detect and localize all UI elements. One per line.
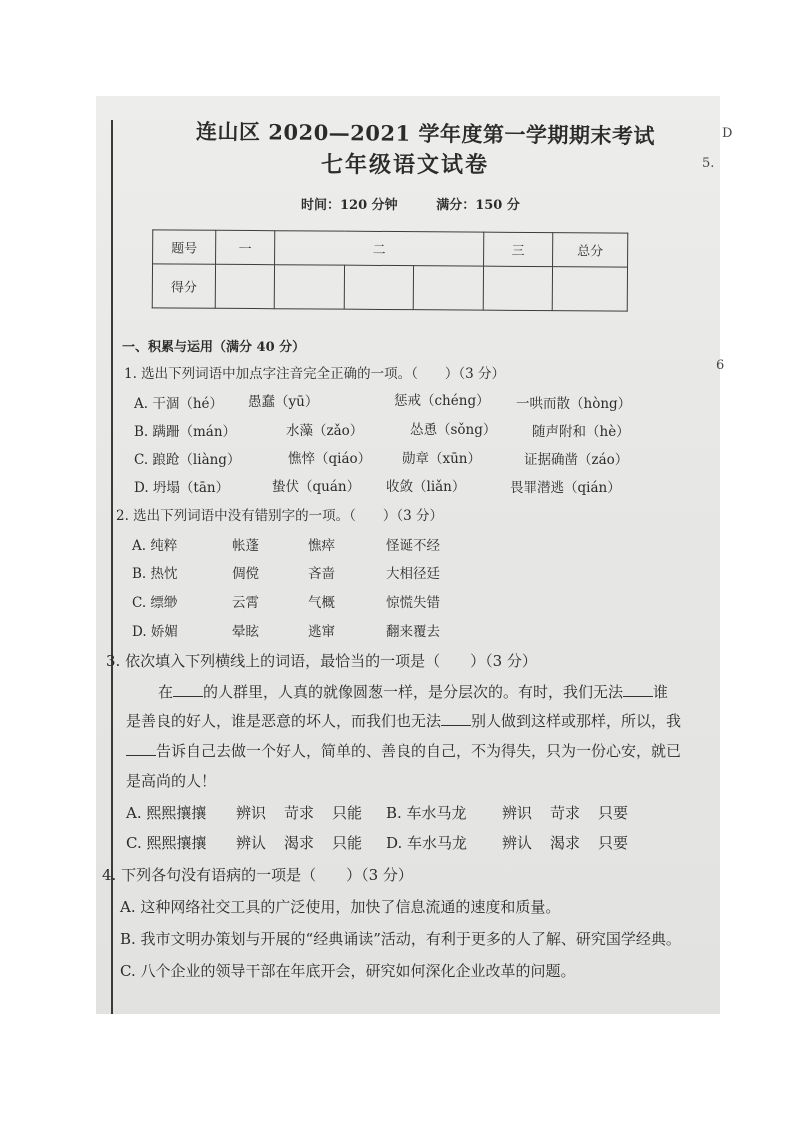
q3-option-b-2: 辨识 — [502, 804, 533, 822]
q3-option-a-3: 苛求 — [284, 804, 315, 822]
q2-option-d-3: 逃窜 — [308, 624, 335, 640]
question-4-stem: 4. 下列各句没有语病的一项是（ ）（3 分） — [102, 866, 413, 884]
q2-option-b-4: 大相径廷 — [386, 566, 440, 582]
q3-option-c-4: 只能 — [332, 834, 363, 852]
q1-option-a-3: 惩戒（chéng） — [394, 393, 490, 409]
score-cell — [483, 266, 552, 310]
score-cell — [414, 266, 484, 310]
q4-option-b: B. 我市文明办策划与开展的“经典诵读”活动，有利于更多的人了解、研究国学经典。 — [120, 930, 681, 948]
blank-4 — [126, 743, 156, 756]
q3-option-d-2: 辨认 — [502, 834, 533, 852]
score-table-header: 三 — [484, 232, 553, 266]
q1-option-c-3: 勋章（xūn） — [402, 451, 482, 467]
section-heading: 一、积累与运用（满分 40 分） — [122, 340, 306, 355]
q3-option-b-4: 只要 — [598, 804, 629, 822]
q2-option-c-3: 气概 — [308, 595, 335, 611]
score-table-header: 题号 — [153, 230, 216, 264]
q1-option-b-1: B. 蹒跚（mán） — [134, 424, 237, 440]
q2-option-a-1: A. 纯粹 — [132, 538, 178, 554]
q2-option-c-4: 惊慌失错 — [386, 595, 440, 611]
q1-option-a-2: 愚蠢（yū） — [248, 394, 319, 410]
q3-option-a-4: 只能 — [332, 804, 363, 822]
q3-option-b-3: 苛求 — [550, 804, 581, 822]
exam-title: 连山区 2020—2021 学年度第一学期期末考试 — [195, 118, 656, 149]
q2-option-d-1: D. 娇媚 — [132, 624, 178, 640]
exam-meta — [301, 194, 554, 213]
q1-option-b-2: 水藻（zǎo） — [286, 423, 364, 439]
question-1-stem: 1. 选出下列词语中加点字注音完全正确的一项。（ ）（3 分） — [124, 366, 506, 382]
q1-option-a-1: A. 干涸（hé） — [134, 396, 224, 412]
exam-time: 时间：120 分钟 — [301, 198, 398, 213]
q1-option-a-4: 一哄而散（hòng） — [516, 396, 632, 412]
adjacent-page-fragment-mid: 6 — [716, 358, 725, 373]
score-table-header: 总分 — [553, 233, 628, 268]
q1-option-c-4: 证据确凿（záo） — [524, 452, 629, 468]
q3-passage-line-2: 是善良的好人，谁是恶意的坏人，而我们也无法 别人做到这样或那样，所以，我 — [126, 712, 682, 730]
q2-option-b-1: B. 热忱 — [132, 566, 178, 582]
q2-option-a-3: 憔瘁 — [308, 538, 335, 554]
question-3-stem: 3. 依次填入下列横线上的词语，最恰当的一项是（ ）（3 分） — [106, 652, 537, 670]
q3-option-a-1: A. 熙熙攘攘 — [126, 804, 207, 822]
q2-option-c-2: 云霄 — [232, 595, 259, 611]
score-table — [152, 229, 629, 311]
q1-option-d-3: 收敛（liǎn） — [386, 479, 466, 495]
q1-option-c-1: C. 踉跄（liàng） — [134, 452, 241, 468]
blank-3 — [441, 713, 471, 726]
score-table-header: 二 — [275, 231, 484, 266]
exam-full-score: 满分：150 分 — [436, 198, 520, 213]
q3-passage-line-3: 告诉自己去做一个好人，简单的、善良的自己，不为得失，只为一份心安，就已 — [126, 740, 681, 761]
q3-option-b-1: B. 车水马龙 — [386, 804, 467, 822]
q2-option-b-3: 吝啬 — [308, 566, 335, 582]
q2-option-a-4: 怪诞不经 — [386, 538, 440, 554]
score-table-label: 得分 — [152, 264, 215, 308]
q2-option-d-2: 晕眩 — [232, 624, 259, 640]
question-2-stem: 2. 选出下列词语中没有错别字的一项。（ ）（3 分） — [116, 508, 444, 524]
q4-option-a: A. 这种网络社交工具的广泛使用，加快了信息流通的速度和质量。 — [120, 898, 561, 916]
q3-option-d-4: 只要 — [598, 834, 629, 852]
q3-option-c-1: C. 熙熙攘攘 — [126, 834, 207, 852]
q4-option-c: C. 八个企业的领导干部在年底开会，研究如何深化企业改革的问题。 — [120, 962, 576, 980]
blank-2 — [623, 684, 653, 697]
score-cell — [274, 265, 344, 309]
score-table-header: 一 — [216, 230, 275, 264]
q3-option-c-2: 辨认 — [236, 834, 267, 852]
q2-option-c-1: C. 缥缈 — [132, 595, 178, 611]
q3-passage-line-4: 是高尚的人！ — [126, 772, 217, 790]
score-cell — [552, 267, 627, 312]
q1-option-c-2: 憔悴（qiáo） — [288, 451, 372, 467]
score-cell — [215, 264, 274, 308]
exam-paper-photo — [96, 96, 720, 1014]
q1-option-b-3: 怂恿（sǒng） — [410, 422, 497, 438]
blank-1 — [173, 684, 203, 697]
q3-passage-line-1: 在 的人群里，人真的就像圆葱一样，是分层次的。有时，我们无法 谁 — [158, 683, 669, 701]
adjacent-page-fragment-top: D — [722, 126, 733, 141]
q2-option-a-2: 帐蓬 — [232, 538, 259, 554]
q1-option-d-1: D. 坍塌（tān） — [134, 480, 230, 496]
q3-option-d-3: 渴求 — [550, 834, 581, 852]
q1-option-d-2: 蛰伏（quán） — [272, 479, 361, 495]
exam-subtitle: 七年级语文试卷 — [321, 152, 490, 178]
adjacent-page-fragment-number: 5. — [702, 156, 715, 171]
q1-option-d-4: 畏罪潜逃（qián） — [510, 480, 621, 496]
q3-option-c-3: 渴求 — [284, 834, 315, 852]
q2-option-d-4: 翻来覆去 — [386, 624, 440, 640]
q3-option-a-2: 辨识 — [236, 804, 267, 822]
score-cell — [344, 265, 414, 309]
q3-option-d-1: D. 车水马龙 — [386, 834, 468, 852]
q1-option-b-4: 随声附和（hè） — [532, 424, 630, 440]
q2-option-b-2: 倜傥 — [232, 566, 259, 582]
